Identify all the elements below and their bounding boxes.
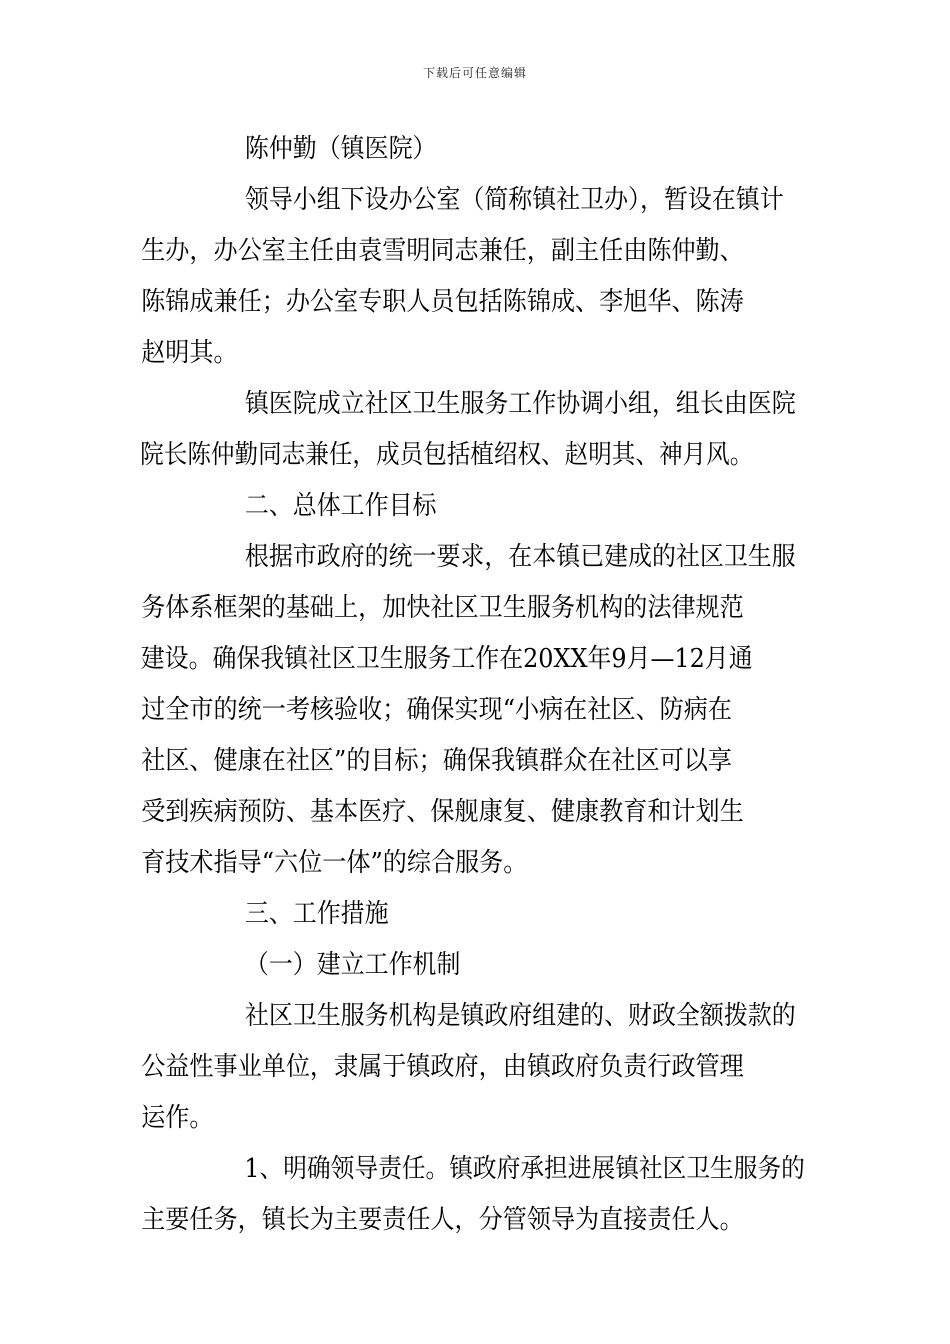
paragraph <box>140 532 805 889</box>
text-line: 过全市的统一考核验收；确保实现“小病在社区、防病在 <box>141 695 732 725</box>
paragraph <box>141 1144 805 1246</box>
text-line: （一）建立工作机制 <box>244 950 461 980</box>
text-line: 社区、健康在社区”的目标；确保我镇群众在社区可以享 <box>141 746 732 776</box>
text-line: 生办，办公室主任由袁雪明同志兼任，副主任由陈仲勤、 <box>141 236 744 266</box>
text-line: 育技术指导“六位一体”的综合服务。 <box>141 848 528 878</box>
paragraph <box>145 940 805 991</box>
text-line: 陈仲勤（镇医院） <box>244 134 437 164</box>
paragraph <box>145 481 805 532</box>
text-line: 陈锦成兼任；办公室专职人员包括陈锦成、李旭华、陈涛 <box>141 287 744 317</box>
text-line: 建设。确保我镇社区卫生服务工作在20XX年9月—12月通 <box>140 644 753 674</box>
text-line: 院长陈仲勤同志兼任，成员包括植绍权、赵明其、神月风。 <box>140 440 754 470</box>
text-line: 受到疾病预防、基本医疗、保舰康复、健康教育和计划生 <box>141 797 744 827</box>
text-line: 公益性事业单位，隶属于镇政府，由镇政府负责行政管理 <box>141 1052 744 1082</box>
paragraph <box>141 991 805 1144</box>
paragraph <box>145 124 805 175</box>
document-body <box>140 124 805 1246</box>
text-line: 务体系框架的基础上，加快社区卫生服务机构的法律规范 <box>141 593 744 623</box>
text-line: 1、明确领导责任。镇政府承担进展镇社区卫生服务的 <box>244 1154 805 1184</box>
text-line: 社区卫生服务机构是镇政府组建的、财政全额拨款的 <box>244 1001 796 1031</box>
text-line: 三、工作措施 <box>244 899 389 929</box>
paragraph <box>140 379 805 481</box>
text-line: 领导小组下设办公室（简称镇社卫办），暂设在镇计 <box>244 185 784 215</box>
text-line: 运作。 <box>141 1103 214 1133</box>
text-line: 镇医院成立社区卫生服务工作协调小组，组长由医院 <box>244 389 796 419</box>
text-line: 二、总体工作目标 <box>244 491 437 521</box>
text-line: 根据市政府的统一要求，在本镇已建成的社区卫生服 <box>244 542 796 572</box>
paragraph <box>145 889 805 940</box>
text-line: 赵明其。 <box>141 338 238 368</box>
page-header: 下载后可任意编辑 <box>422 66 527 80</box>
text-line: 主要任务，镇长为主要责任人，分管领导为直接责任人。 <box>141 1205 744 1235</box>
paragraph <box>141 175 805 379</box>
